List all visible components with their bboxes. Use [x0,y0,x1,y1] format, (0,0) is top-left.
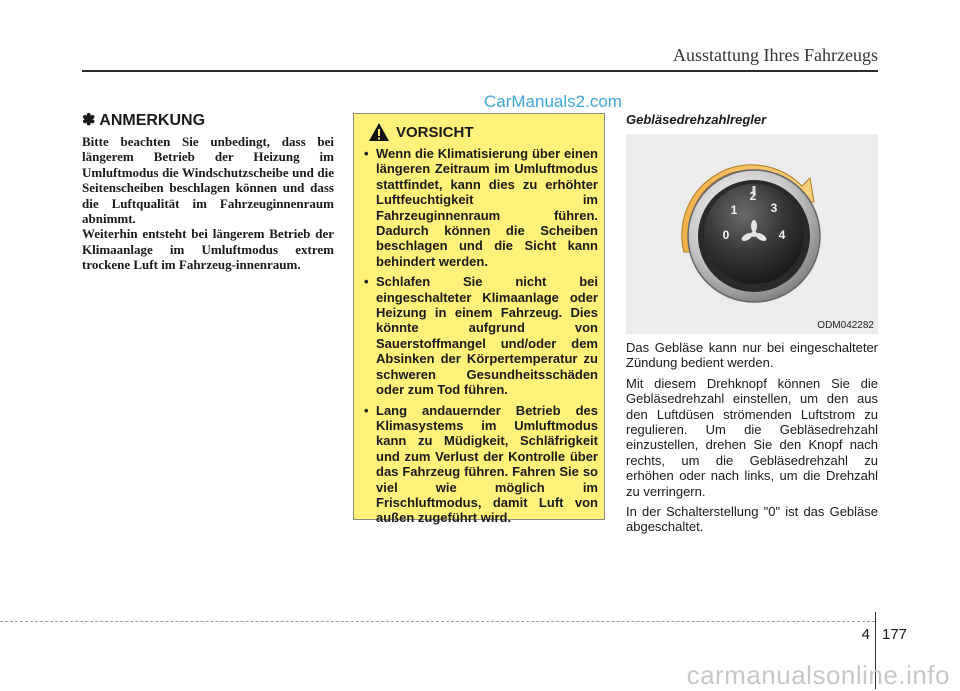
caution-header [364,122,598,142]
caution-title: VORSICHT [396,123,474,141]
blower-knob-figure [626,134,878,334]
caution-item: • Wenn die Klimatisierung über einen längeren Zeitraum im Umluftmodus stattfindet, kann dies zu erhöhter Luftfeuchtigkeit im Fahrzeuginnenraum führen. Dadurch können die Scheiben beschlagen und die Sicht kann behindert werden. [364,146,598,269]
speed-label-4: 4 [778,228,786,242]
speed-label-1: 1 [730,203,738,217]
footer-divider [0,621,875,622]
header-rule [82,70,878,72]
speed-label-0: 0 [722,228,730,242]
speed-label-3: 3 [770,201,778,215]
watermark-bottom[interactable]: carmanualsonline.info [686,660,950,690]
section-paragraph: In der Schalterstellung "0" ist das Gebläse abgeschaltet. [626,504,878,535]
note-block [82,110,334,273]
note-paragraph: Bitte beachten Sie unbedingt, dass bei längerem Betrieb der Heizung im Umluftmodus die Windschutzscheibe und die Seitenscheiben beschlagen können und dass die Luftqualität im Fahrzeuginnenraum abnimmt. [82,134,334,227]
note-heading: ✽ ANMERKUNG [82,112,206,129]
watermark-link[interactable]: CarManuals2.com [484,92,622,111]
speed-label-2: 2 [749,189,757,203]
caution-box [353,113,605,526]
section-title: Gebläsedrehzahlregler [626,112,767,127]
caution-list [364,146,598,526]
note-body [82,134,334,273]
section-paragraph: Das Gebläse kann nur bei eingeschalteter Zündung bedient werden. [626,340,878,371]
page-number: 177 [882,626,908,643]
caution-item: • Lang andauernder Betrieb des Klimasystems im Umluftmodus kann zu Müdigkeit, Schläfrigkeit und zum Verlust der Kontrolle über das Fahrzeug führen. Fahren Sie so viel wie möglich im Frischluftmodus, damit Luft von außen zugeführt wird. [364,403,598,526]
note-paragraph: Weiterhin entsteht bei längerem Betrieb der Klimaanlage im Umluftmodus extrem trockene Luft im Fahrzeug-innenraum. [82,226,334,273]
blower-knob-illustration [626,134,878,334]
figure-code: ODM042282 [817,320,874,331]
chapter-number: 4 [861,626,870,643]
warning-triangle-icon [368,122,390,142]
header-title: Ausstattung Ihres Fahrzeugs [673,45,878,65]
section-paragraph: Mit diesem Drehknopf können Sie die Gebläsedrehzahl einstellen, um den aus den Luftdüsen strömenden Luftstrom zu regulieren. Um die Gebläsedrehzahl einzustellen, drehen Sie den Knopf nach rechts, um die Gebläsedrehzahl zu erhöhen oder nach links, um die Drehzahl zu verringern. [626,375,878,499]
caution-item: • Schlafen Sie nicht bei eingeschalteter Klimaanlage oder Heizung in einem Fahrzeug. Dies könnte aufgrund von Sauerstoffmangel und/oder dem Absinken der Körpertemperatur zu schweren Gesundheitsschäden oder zum Tod führen. [364,274,598,397]
section-body [626,340,878,540]
